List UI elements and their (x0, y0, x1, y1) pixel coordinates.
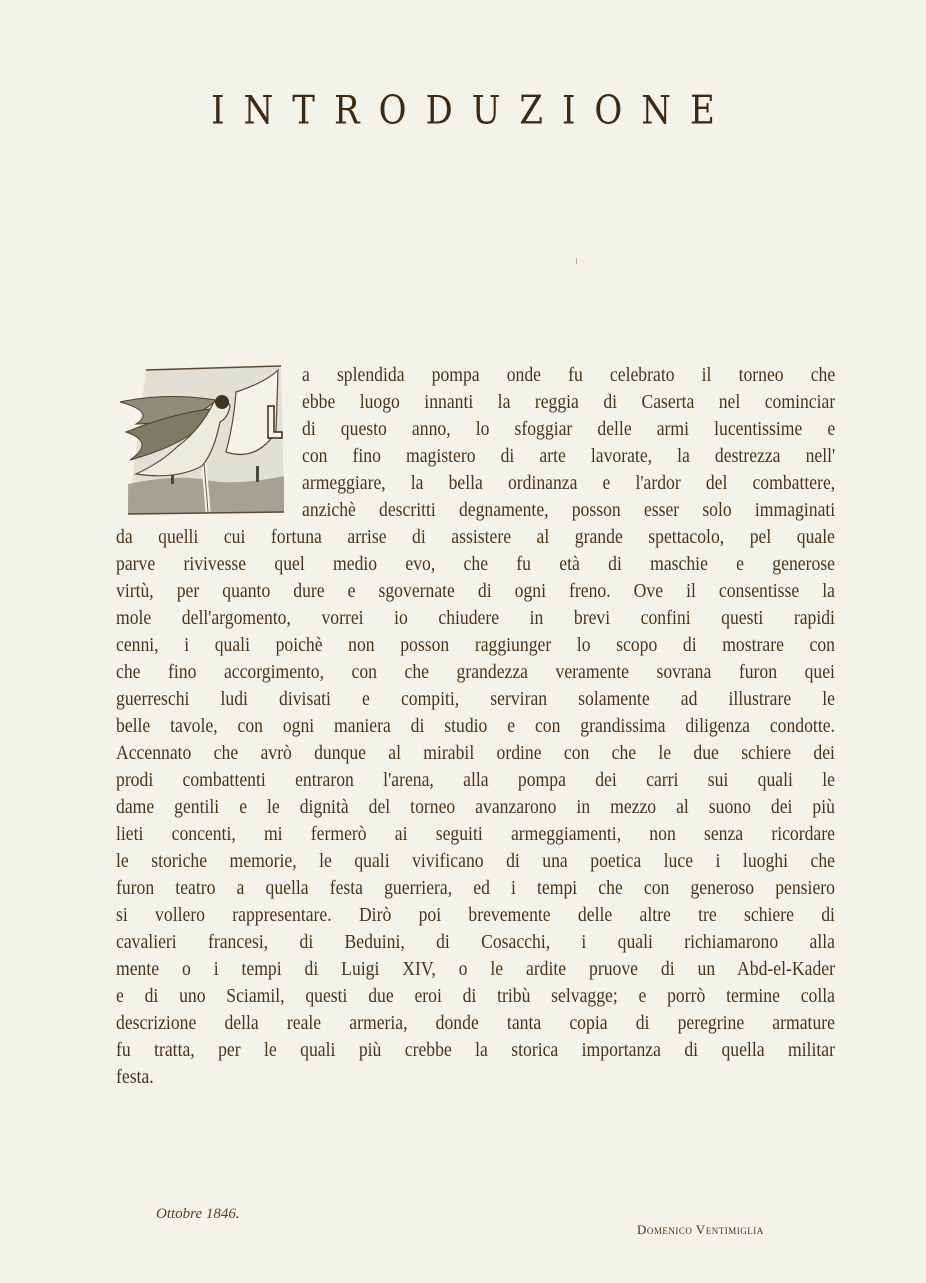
text-line: da quelli cui fortuna arrise di assistere al grande spettacolo, pel quale (116, 526, 835, 548)
text-line: lieti concenti, mi fermerò ai seguiti armeggiamenti, non senza ricordare (116, 823, 835, 845)
text-line: cavalieri francesi, di Beduini, di Cosacchi, i quali richiamarono alla (116, 931, 835, 953)
text-line: belle tavole, con ogni maniera di studio e con grandissima diligenza condotte. (116, 715, 835, 737)
text-line: fu tratta, per le quali più crebbe la storica importanza di quella militar (116, 1039, 835, 1061)
paper-mark (576, 258, 577, 264)
text-line: furon teatro a quella festa guerriera, ed i tempi che con generoso pensiero (116, 877, 835, 899)
text-line: mole dell'argomento, vorrei io chiudere in brevi confini questi rapidi (116, 607, 835, 629)
text-line: guerreschi ludi divisati e compiti, serviran solamente ad illustrare le (116, 688, 835, 710)
date: Ottobre 1846. (156, 1206, 240, 1222)
author-signature: Domenico Ventimiglia (637, 1222, 764, 1237)
introduction-body (116, 362, 835, 1091)
text-line: parve rivivesse quel medio evo, che fu età di maschie e generose (116, 553, 835, 575)
text-line: mente o i tempi di Luigi XIV, o le ardite pruove di un Abd-el-Kader (116, 958, 835, 980)
text-line: dame gentili e le dignità del torneo avanzarono in mezzo al suono dei più (116, 796, 835, 818)
text-line: a splendida pompa onde fu celebrato il torneo che (302, 364, 836, 386)
text-line: e di uno Sciamil, questi due eroi di tribù selvagge; e porrò termine colla (116, 985, 835, 1007)
text-line: virtù, per quanto dure e sgovernate di ogni freno. Ove il consentisse la (116, 580, 835, 602)
text-line: prodi combattenti entraron l'arena, alla pompa dei carri sui quali le (116, 769, 835, 791)
page-title: INTRODUZIONE (211, 87, 734, 134)
text-line: anzichè descritti degnamente, posson esser solo immaginati (302, 499, 836, 521)
text-line: di questo anno, lo sfoggiar delle armi lucentissime e (302, 418, 836, 440)
text-line: che fino accorgimento, con che grandezza veramente sovrana furon quei (116, 661, 835, 683)
text-line: descrizione della reale armeria, donde tanta copia di peregrine armature (116, 1012, 835, 1034)
text-line: ebbe luogo innanti la reggia di Caserta nel cominciar (302, 391, 836, 413)
text-line: le storiche memorie, le quali vivificano di una poetica luce i luoghi che (116, 850, 835, 872)
text-line: si vollero rappresentare. Dirò poi brevemente delle altre tre schiere di (116, 904, 835, 926)
text-line: armeggiare, la bella ordinanza e l'ardor del combattere, (302, 472, 836, 494)
text-line: Accennato che avrò dunque al mirabil ordine con che le due schiere dei (116, 742, 835, 764)
text-line: festa. (116, 1066, 154, 1088)
text-line: cenni, i quali poichè non posson raggiunger lo scopo di mostrare con (116, 634, 835, 656)
text-line: con fino magistero di arte lavorate, la destrezza nell' (302, 445, 836, 467)
